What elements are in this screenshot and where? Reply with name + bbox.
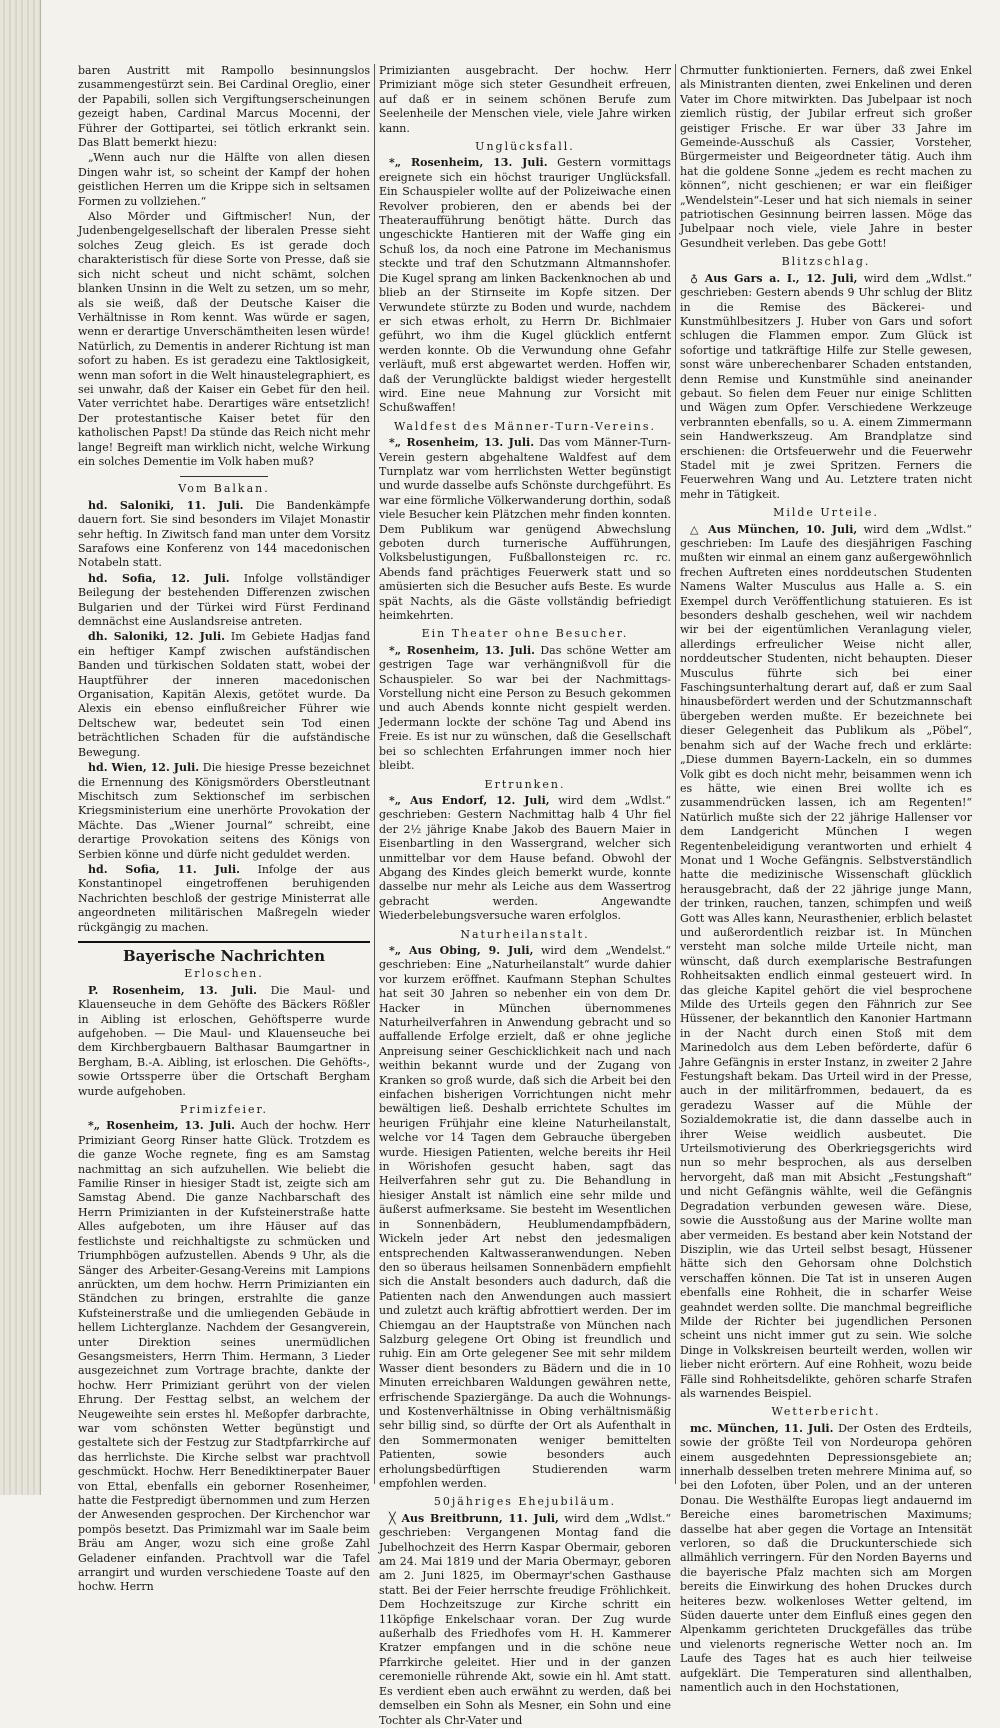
news-item xyxy=(78,1119,370,1594)
news-item xyxy=(680,523,972,1402)
news-text: Auch der hochw. Herr Primiziant Georg Rinser hatte Glück. Trotzdem es die ganze Woche regnete, fing es am Samstag nachmittag an sich aufzuhellen. Wie beliebt die Familie Rinser in hiesiger Stadt ist, zeigte sich am Samstag Abend. Die ganze Nachbarschaft des Herrn Primizianten in der Kufsteinerstraße hatte Alles aufgeboten, um ihre Häuser auf das festlichste und reichhaltigste zu schmücken und Triumphbögen aufzustellen. Abends 9 Uhr, als die Sänger des Arbeiter-Gesang-Vereins mit Lampions anrückten, um dem hochw. Herrn Primizianten ein Ständchen zu bringen, erstrahlte die ganze Kufsteinerstraße und die umliegenden Gebäude in hellem Lichterglanze. Nachdem der Gesangverein, unter Direktion seines unermüdlichen Gesangsmeisters, Herrn Thim. Hermann, 3 Lieder ausgezeichnet zum Vortrage brachte, dankte der hochw. Herr Primiziant gerührt von der vielen Ehrung. Der Festtag selbst, an welchem der Neugeweihte sein erstes hl. Meßopfer darbrachte, war vom schönsten Wetter begünstigt und gestaltete sich der Festzug zur Stadtpfarrkirche auf das herrlichste. Die Kirche selbst war prachtvoll geschmückt. Hochw. Herr Benediktinerpater Bauer von Ettal, ebenfalls ein geborner Rosenheimer, hatte die Festpredigt übernommen und zum Herzen der Anwesenden gesprochen. Der Kirchenchor war pompös besetzt. Das Primizmahl war im Saale beim Bräu am Anger, wozu sich eine große Zahl Geladener einfanden. Prachtvoll war die Tafel arrangirt und wurden verschiedene Toaste auf den hochw. Herrn xyxy=(78,1119,370,1594)
news-item xyxy=(78,761,370,862)
dateline: hd. Wien, 12. Juli. xyxy=(88,761,200,775)
separator xyxy=(180,476,268,477)
news-text: Der Osten des Erdteils, sowie der größte Teil von Nordeuropa gehören einem ausgedehnten Depressionsgebiete an; innerhalb desselben treten mehrere Minima auf, so bei den Lofoten, über Polen, und an der unteren Donau. Die Westhälfte Europas liegt andauernd im Bereiche eines barometrischen Maximums; dasselbe hat aber gegen die Vortage an Intensität verloren, so daß die Druckunterschiede sich allmählich verringern. Für den Norden Bayerns und die bayerische Pfalz machten sich am Morgen bereits die Einwirkung des hohen Druckes durch heiteres bezw. wolkenloses Wetter geltend, im Süden dauerte unter dem Einfluß eines gegen den Alpenkamm gerichteten Druckgefälles das trübe und vielenorts regnerische Wetter noch an. Im Laufe des Tages hat es auch hier teilweise aufgeklärt. Die Temperaturen sind allenthalben, namentlich auch in den Hochstationen, xyxy=(680,1421,973,1695)
news-item xyxy=(379,1512,671,1728)
section-heading: Unglücksfall. xyxy=(475,140,575,154)
paragraph: baren Austritt mit Rampollo besinnungslos zusammengestürzt sein. Bei Cardinal Oreglio, einer der Papabili, sollen sich Vergiftungserscheinungen gezeigt haben, Cardinal Marcus Mocenni, der Führer der Gottipartei, sei tötlich erkrankt sein. Das Blatt bemerkt hiezu: xyxy=(78,64,370,150)
news-item xyxy=(78,499,370,571)
news-item xyxy=(78,984,370,1099)
column-rule xyxy=(675,64,676,1484)
section-heading: Vom Balkan. xyxy=(178,482,270,496)
quotation: „Wenn auch nur die Hälfte von allen diesen Dingen wahr ist, so scheint der Kampf der hohen geistlichen Herren um die Krippe sich in seltsamen Formen zu vollziehen.“ xyxy=(78,151,370,208)
dateline: hd. Sofia, 12. Juli. xyxy=(88,571,230,585)
news-text: Infolge der aus Konstantinopel eingetroffenen beruhigenden Nachrichten beschloß der gestrige Ministerrat alle angeordneten militärischen Maßregeln wieder rückgängig zu machen. xyxy=(78,862,370,934)
dateline: mc. München, 11. Juli. xyxy=(690,1421,834,1435)
news-item xyxy=(680,272,972,503)
column-2 xyxy=(379,64,672,1727)
section-heading: Waldfest des Männer-Turn-Vereins. xyxy=(393,419,657,433)
news-item xyxy=(379,794,671,924)
news-item xyxy=(379,644,671,774)
paragraph: Primizianten ausgebracht. Der hochw. Herr Primiziant möge sich steter Gesundheit erfreuen, auf daß er in seinem schönen Berufe zum Seelenheile der Menschen viele, viele Jahre wirken kann. xyxy=(379,64,671,135)
news-item xyxy=(78,572,370,630)
news-item xyxy=(379,156,671,415)
news-text: wird dem „Wdlst.“ geschrieben: Im Laufe des diesjährigen Fasching mußten wir einmal an einem ganz außergewöhnlich frechen Auftreten eines norddeutschen Studenten Namens Walter Musculus aus Halle a. S. ein Exempel durch Veröffentlichung statuieren. Es ist besonders deshalb geschehen, weil wir nachdem wir bei der eigentümlichen Veranlagung vieler, allerdings erfreulicher Weise nicht aller, norddeutscher Studenten, nicht behaupten. Dieser Musculus führte sich bei einer Faschingsunterhaltung derart auf, daß er zum Saal hinausbefördert werden und der Schutzmannschaft übergeben werden mußte. Er bezeichnete bei dieser Gelegenheit das Publikum als „Pöbel“, benahm sich auf der Wache frech und erklärte: „Diese dummen Bayern-Lackeln, ein so dummes Volk gibt es doch nicht mehr, beisammen wenn ich es hätte, wie einen Brei wollte ich es zusammendrücken lassen, ich am Regenten!“ Natürlich mußte sich der 22 jährige Hallenser vor dem Landgericht München I wegen Regentenbeleidigung verantworten und erhielt 4 Monat und 1 Woche Gefängnis. Selbstverständlich hatte die medizinische Wissenschaft glücklich herausgebracht, daß der 22 jährige junge Mann, der trinken, rauchen, tanzen, schimpfen und weiß Gott was Alles kann, Neurasthenier, erblich belastet und außerordentlich reizbar ist. In München versteht man solche milde Urteile nicht, man wünscht, daß durch exemplarische Bestrafungen Rohheitsakten endlich einmal gesteuert wird. In das gleiche Kapitel gehört die viel besprochene Milde des Urteils gegen den Fähnrich zur See Hüssener, der bekanntlich den Kanonier Hartmann in der Nacht durch einen Stoß mit dem Marinedolch aus dem Leben beförderte, dafür 6 Jahre Gefängnis in erster Instanz, in zweiter 2 Jahre Festungshaft bekam. Das Urteil wird in der Presse, auch in der militärfrommen, bedauert, da es geradezu Wasser auf die Mühle der Sozialdemokratie ist, die dann dasselbe auch in ihrer Weise weidlich ausbeutet. Die Urteilsmotivierung des Oberkriegsgerichts wird nun so mehr besprochen, als aus derselben hervorgeht, daß man mit Absicht „Festungshaft“ und nicht Gefängnis wählte, weil die Gefängnis Degradation verbunden gewesen wäre. Diese, sowie die Ausstoßung aus der Marine wollte man aber vermeiden. Es bestand aber kein Notstand der Disziplin, wie das Urteil selbst besagt, Hüssener hätte sich den Gehorsam ohne Dolchstich verschaffen können. Die Tat ist in unseren Augen ebenfalls eine Rohheit, die in scharfer Weise geahndet werden sollte. Die manchmal begreifliche Milde der Richter bei jugendlichen Personen scheint uns nicht immer gut zu sein. Wie solche Dinge in Volkskreisen beurteilt werden, wollen wir lieber nicht erörtern. Auf eine Rohheit, wozu beide Fälle sind Rohheitsdelikte, gehören scharfe Strafen als warnendes Beispiel. xyxy=(680,522,972,1400)
dateline: ╳ Aus Breitbrunn, 11. Juli, xyxy=(389,1511,559,1525)
news-text: Die Bandenkämpfe dauern fort. Sie sind besonders im Vilajet Monastir sehr heftig. In Ziwitsch fand man unter dem Vorsitz Sarafows eine Konferenz von 144 macedonischen Notabeln statt. xyxy=(78,498,370,570)
news-text: Die hiesige Presse bezeichnet die Ernennung des Königsmörders Oberstleutnant Mischitsch zum Sektionschef im serbischen Kriegsministerium eine unerhörte Provokation der Mächte. Das „Wiener Journal“ schreibt, eine derartige Provokation seitens des Königs von Serbien könne und dürfe nicht geduldet werden. xyxy=(78,761,370,861)
section-heading: Blitzschlag. xyxy=(781,255,871,269)
section-heading: Ein Theater ohne Besucher. xyxy=(421,627,629,641)
news-text: Das schöne Wetter am gestrigen Tage war verhängnißvoll für die Schauspieler. So war bei der Nachmittags-Vorstellung nicht eine Person zu Besuch gekommen und auch Abends konnte nicht gespielt werden. Jedermann lockte der schöne Tag und Abend ins Freie. Es ist nur zu wünschen, daß die Gesellschaft bei so schlechten Erfahrungen immer noch hier bleibt. xyxy=(379,643,672,773)
dateline: △ Aus München, 10. Juli, xyxy=(690,522,858,536)
column-rule xyxy=(374,64,375,1484)
dateline: hd. Sofia, 11. Juli. xyxy=(88,862,240,876)
news-text: wird dem „Wdlst.“ geschrieben: Vergangenen Montag fand die Jubelhochzeit des Herrn Kaspar Obermair, geboren am 24. Mai 1819 und der Maria Obermayr, geboren am 2. Juni 1825, im Obermayr'schen Gasthause statt. Bei der Feier herrschte freudige Fröhlichkeit. Dem Hochzeitszuge zur Kirche schritt ein 11köpfige Enkelschaar voran. Der Zug wurde außerhalb des Friedhofes vom H. H. Kammerer Kratzer empfangen und in die schöne neue Pfarrkirche geleitet. Hier und in der ganzen ceremonielle rührende Akt, sowie ein hl. Amt statt. Es verdient eben auch erwähnt zu werden, daß bei demselben ein Sohn als Mesner, ein Sohn und eine Tochter als Chr-Vater und xyxy=(379,1511,671,1727)
dateline: *„ Aus Obing, 9. Juli, xyxy=(389,943,534,957)
news-text: wird dem „Wendelst.“ geschrieben: Eine „Naturheilanstalt“ wurde dahier vor kurzem eröffnet. Kaufmann Stephan Schultes hat seit 30 Jahren so nebenher ein von dem Dr. Hacker in München übernommenes Naturheilverfahren in Anwendung gebracht und so auffallende Erfolge erzielt, daß er ohne jegliche Anpreisung seiner Geschicklichkeit nach und nach weithin bekannt wurde und der Zugang von Kranken so groß wurde, daß sich die Arbeit bei den einfachen bisherigen Vorrichtungen nicht mehr bewältigen ließ. Deshalb errichtete Schultes im heurigen Frühjahr eine kleine Naturheilanstalt, welche vor 14 Tagen dem Gebrauche übergeben wurde. Hiesigen Patienten, welche bereits ihr Heil in Wörishofen gesucht haben, sagt das Heilverfahren sehr gut zu. Die Behandlung in hiesiger Anstalt ist nämlich eine sehr milde und äußerst aufmerksame. Sie besteht im Wesentlichen in Sonnenbädern, Heublumendampfbädern, Wickeln jeder Art nebst den jedesmaligen entsprechenden Kaltwasseranwendungen. Neben den so überaus heilsamen Sonnenbädern empfiehlt sich die Anstalt besonders auch dadurch, daß die Patienten nach den Anwendungen auch massiert und zuletzt auch kräftig abfrottiert werden. Der im Chiemgau an der Hauptstraße von München nach Salzburg gelegene Ort Obing ist freundlich und ruhig. Ein am Orte gelegener See mit sehr mildem Wasser dient besonders zu Bädern und die in 10 Minuten erreichbaren Waldungen gewähren nette, erfrischende Spaziergänge. Da auch die Wohnungs- und Kostenverhältnisse in Obing verhältnismäßig sehr billig sind, so dürfte der Ort als Aufenthalt in den Sommermonaten weniger bemittelten Patienten, sowie besonders auch erholungsbedürftigen Studierenden warm empfohlen werden. xyxy=(379,943,672,1490)
news-item xyxy=(379,436,671,623)
news-text: Gestern vormittags ereignete sich ein höchst trauriger Unglücksfall. Ein Schauspieler wollte auf der Polizeiwache einen Revolver probieren, den er abends bei der Theateraufführung benötigt hätte. Durch das ungeschickte Hantieren mit der Waffe ging ein Schuß los, da noch eine Patrone im Mechanismus steckte und traf den Schutzmann Altmannshofer. Die Kugel sprang am linken Backenknochen ab und blieb an der Stirnseite im Kopfe sitzen. Der Verwundete stürzte zu Boden und wurde, nachdem er sich etwas erholt, zu Herrn Dr. Bichlmaier geführt, wo ihm die Kugel glücklich entfernt werden konnte. Ob die Verwundung ohne Gefahr verläuft, muß erst abgewartet werden. Hoffen wir, daß der Verunglückte baldigst wieder hergestellt wird. Eine neue Mahnung zur Vorsicht mit Schußwaffen! xyxy=(379,156,672,415)
dateline: *„ Rosenheim, 13. Juli. xyxy=(389,156,548,170)
section-heading: Wetterbericht. xyxy=(771,1405,881,1419)
column-3 xyxy=(680,64,973,1695)
dateline: *„ Rosenheim, 13. Juli. xyxy=(88,1119,235,1133)
news-item xyxy=(379,944,671,1491)
news-text: wird dem „Wdlst.“ geschrieben: Gestern abends 9 Uhr schlug der Blitz in die Remise des Bäckerei- und Kunstmühlbesitzers J. Huber von Gars und sofort schlugen die Flammen empor. Zum Glück ist sofortige und tatkräftige Hilfe zur Stelle gewesen, sonst wäre unberechenbarer Schaden entstanden, denn Remise und Kunstmühle sind aneinander gebaut. So fielen dem Feuer nur einige Schlitten und Wägen zum Opfer. Verschiedene Werkzeuge verbrannten ebenfalls, so u. A. einem Zimmermann sein Handwerkszeug. Am Brandplatze sind erschienen: die Ortsfeuerwehr und die Feuerwehr Stadel mit je zwei Spritzen. Ferners die Feuerwehren Wang und Au. Letztere traten nicht mehr in Tätigkeit. xyxy=(680,271,973,501)
separator xyxy=(78,941,370,943)
dateline: dh. Saloniki, 12. Juli. xyxy=(88,630,225,644)
section-heading: 50jähriges Ehejubiläum. xyxy=(433,1495,617,1509)
dateline: ♁ Aus Gars a. I., 12. Juli, xyxy=(690,271,858,285)
paragraph: Chrmutter funktionierten. Ferners, daß zwei Enkel als Ministranten dienten, zwei Enkelinen und deren Vater im Chore mitwirkten. Das Jubelpaar ist noch ziemlich rüstig, der Jubilar erfreut sich großer geistiger Frische. Er war über 33 Jahre im Gemeinde-Ausschuß als Cassier, Vorsteher, Bürgermeister und Beigeordneter tätig. Auch ihm hat die goldene Sonne „jedem es recht machen zu können“, nicht geschienen; er war ein fleißiger „Wendelstein“-Leser und hat sich niemals in seiner patriotischen Gesinnung beirren lassen. Möge das Jubelpaar noch viele, viele Jahre in bester Gesundheit verleben. Das gebe Gott! xyxy=(680,64,972,250)
news-text: Im Gebiete Hadjas fand ein heftiger Kampf zwischen aufständischen Banden und türkischen Soldaten statt, wobei der Hauptführer der inneren macedonischen Organisation, Kapitän Alexis, getötet wurde. Da Alexis ein ebenso einflußreicher Führer wie Deltschew war, bedeutet sein Tod einen beträchtlichen Schaden für die aufständische Bewegung. xyxy=(78,630,371,759)
dateline: *„ Rosenheim, 13. Juli. xyxy=(389,436,535,450)
paragraph: Also Mörder und Giftmischer! Nun, der Judenbengelgesellschaft der liberalen Presse sieht solches Zeug gleich. Es ist gerade doch charakteristisch für diese Sorte von Presse, daß sie sich nicht scheut und nicht schämt, solchen blanken Unsinn in die Welt zu setzen, um so mehr, als sie weiß, daß der Deutsche Kaiser die Verhältnisse in Rom kennt. Was würde er sagen, wenn er derartige Unverschämtheiten lesen würde! Natürlich, zu Dementis in anderer Richtung ist man sofort zu haben. Es ist geradezu eine Taktlosigkeit, wenn man sofort in die Welt hinaustelegraphiert, es sei unwahr, daß der Kaiser ein Gebet für den heil. Vater verrichtet habe. Derartiges wäre entsetzlich! Der protestantische Kaiser betet für den katholischen Papst! Da stünde das Reich nicht mehr lange! Begreift man wirklich nicht, welche Wirkung ein solches Dementie im Volk haben muß? xyxy=(78,210,370,468)
section-heading: Erloschen. xyxy=(184,967,264,981)
news-item xyxy=(78,863,370,935)
news-text: wird dem „Wdlst.“ geschrieben: Gestern Nachmittag halb 4 Uhr fiel der 2½ jährige Knabe Jakob des Bauern Maier in Eisenbartling in den Wassergrand, welcher sich unmittelbar vor dem Hause befand. Obwohl der Abgang des Kindes gleich bemerkt wurde, konnte dasselbe nur mehr als Leiche aus dem Wassertrog gebracht werden. Angewandte Wiederbelebungsversuche waren erfolglos. xyxy=(379,793,671,923)
news-text: Infolge vollständiger Beilegung der bestehenden Differenzen zwischen Bulgarien und der Türkei wird Fürst Ferdinand demnächst eine Auslandsreise antreten. xyxy=(78,571,371,629)
column-1 xyxy=(78,64,371,1594)
section-heading: Naturheilanstalt. xyxy=(460,927,590,941)
news-item xyxy=(78,630,370,760)
newspaper-page xyxy=(78,64,988,1727)
dateline: *„ Rosenheim, 13. Juli. xyxy=(389,643,535,657)
section-heading: Milde Urteile. xyxy=(773,506,879,520)
section-heading: Ertrunken. xyxy=(484,777,566,791)
news-text: Die Maul- und Klauenseuche in dem Gehöfte des Bäckers Rößler in Aibling ist erloschen, Gehöftsperre wurde aufgehoben. — Die Maul- und Klauenseuche bei dem Kirchbergbauern Balthasar Baumgartner in Bergham, B.-A. Aibling, ist erloschen. Die Gehöfts-, sowie Ortssperre über die Ortschaft Bergham wurde aufgehoben. xyxy=(78,983,370,1098)
dateline: *„ Aus Endorf, 12. Juli, xyxy=(389,793,550,807)
dateline: hd. Saloniki, 11. Juli. xyxy=(88,498,244,512)
section-heading: Primizfeier. xyxy=(179,1103,269,1117)
dateline: P. Rosenheim, 13. Juli. xyxy=(88,983,257,997)
news-item xyxy=(680,1422,972,1696)
section-title: Bayerische Nachrichten xyxy=(123,946,325,965)
news-text: Das vom Männer-Turn-Verein gestern abgehaltene Waldfest auf dem Turnplatz war vom herrlichsten Wetter begünstigt und wurde dasselbe aufs Schönste durchgeführt. Es war eine förmliche Völkerwanderung dorthin, sodaß viele Besucher kein Plätzchen mehr finden konnten. Dem Publikum war genügend Abwechslung geboten durch turnerische Aufführungen, Volksbelustigungen, Fußballonsteigen rc. rc. Abends fand prächtiges Feuerwerk statt und so amüsierten sich die Besucher aufs Beste. Es wurde spät Nachts, als die Gäste vollständig befriedigt heimkehrten. xyxy=(379,436,672,623)
page-binding xyxy=(0,0,41,1495)
